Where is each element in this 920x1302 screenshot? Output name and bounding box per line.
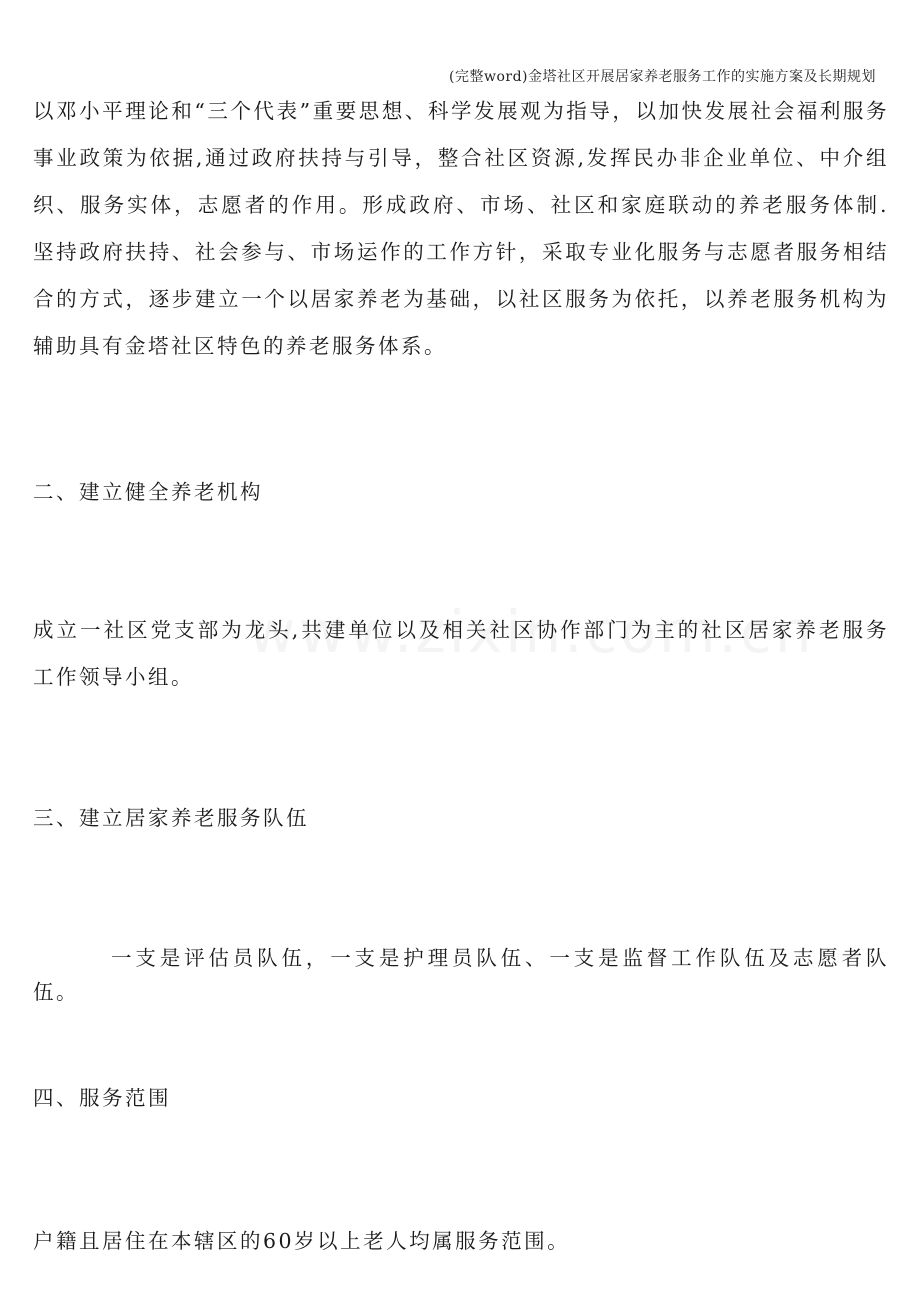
intro-paragraph: 以邓小平理论和“三个代表”重要思想、科学发展观为指导，以加快发展社会福利服务事业政策为依据,通过政府扶持与引导，整合社区资源,发挥民办非企业单位、中介组织、服务实体，志愿者的作用。形成政府、市场、社区和家庭联动的养老服务体制.坚持政府扶持、社会参与、市场运作的工作方针，采取专业化服务与志愿者服务相结合的方式，逐步建立一个以居家养老为基础，以社区服务为依托，以养老服务机构为辅助具有金塔社区特色的养老服务体系。 [33,99,889,358]
section-3-paragraph: 一支是评估员队伍，一支是护理员队伍、一支是监督工作队伍及志愿者队伍。 [33,946,889,1004]
section-2-paragraph: 成立一社区党支部为龙头,共建单位以及相关社区协作部门为主的社区居家养老服务工作领导小组。 [33,618,889,689]
section-heading-2: 二、建立健全养老机构 [33,480,263,504]
running-header: (完整word)金塔社区开展居家养老服务工作的实施方案及长期规划 [449,69,876,85]
section-heading-4: 四、服务范围 [33,1086,171,1110]
section-heading-3: 三、建立居家养老服务队伍 [33,806,309,830]
section-4-paragraph: 户籍且居住在本辖区的60岁以上老人均属服务范围。 [33,1229,571,1253]
